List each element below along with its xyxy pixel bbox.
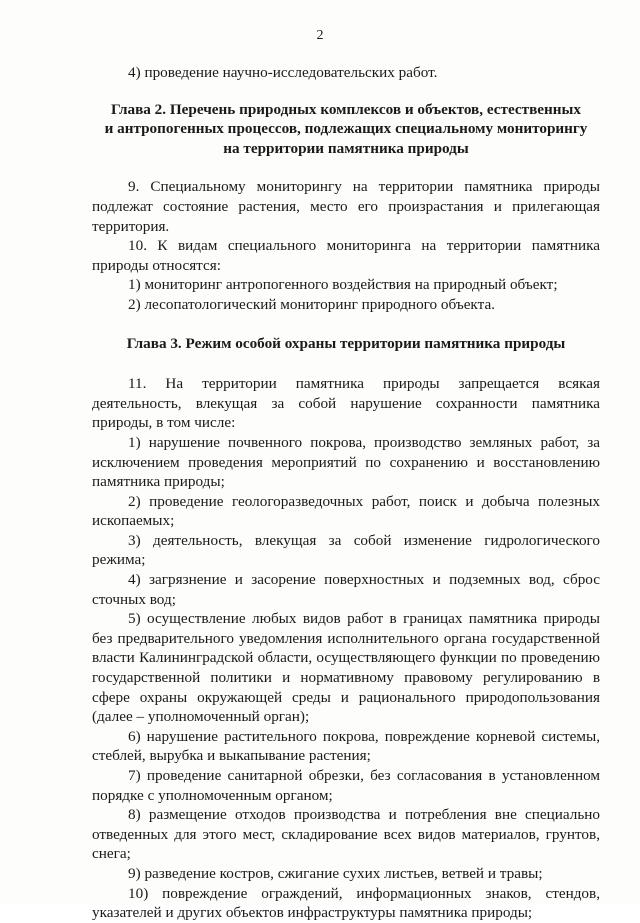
paragraph-10: 10. К видам специального мониторинга на территории памятника природы относятся:: [92, 237, 600, 274]
spacer: [92, 315, 600, 334]
paragraph-10-item-2: 2) лесопатологический мониторинг природного объекта.: [128, 295, 495, 313]
spacer: [92, 353, 600, 374]
paragraph-11-item-10: 10) повреждение ограждений, информационных знаков, стендов, указателей и других объектов инфраструктуры памятника природы;: [92, 884, 600, 922]
paragraph-11: 11. На территории памятника природы запрещается всякая деятельность, влекущая за собой нарушение сохранности памятника природы, в том числе:: [92, 375, 600, 432]
paragraph-11-item-2: 2) проведение геологоразведочных работ, поиск и добыча полезных ископаемых;: [92, 492, 600, 530]
chapter-3-heading: [92, 334, 600, 354]
paragraph-11-item-1: 1) нарушение почвенного покрова, производство земляных работ, за исключением проведения мероприятий по сохранению и восстановлению памятника природы;: [92, 433, 600, 491]
paragraph-11-item-7: 7) проведение санитарной обрезки, без согласования в установленном порядке с уполномоченным органом;: [92, 767, 600, 804]
paragraph-item-4: 4) проведение научно-исследовательских работ.: [128, 64, 438, 81]
chapter-3-heading-line-1: Глава 3. Режим особой охраны территории памятника природы: [126, 334, 566, 352]
document-body: [92, 63, 600, 923]
spacer: [92, 158, 600, 177]
chapter-2-heading-line-2: и антропогенных процессов, подлежащих специальному мониторингу: [104, 120, 588, 138]
paragraph-9: 9. Специальному мониторингу на территории памятника природы подлежат состояние растения, место его произрастания и прилегающая территория.: [92, 178, 600, 235]
chapter-2-heading-line-3: на территории памятника природы: [223, 139, 469, 157]
paragraph-11-item-9: 9) разведение костров, сжигание сухих листьев, ветвей и травы;: [128, 864, 543, 882]
paragraph-10-item-1: 1) мониторинг антропогенного воздействия на природный объект;: [128, 276, 558, 294]
chapter-2-heading-line-1: Глава 2. Перечень природных комплексов и объектов, естественных: [111, 100, 581, 118]
paragraph-11-item-3: 3) деятельность, влекущая за собой изменение гидрологического режима;: [92, 531, 600, 569]
page-number: 2: [316, 28, 324, 43]
spacer: [92, 83, 600, 100]
paragraph-11-item-5: 5) осуществление любых видов работ в границах памятника природы без предварительного уведомления исполнительного органа государственной власти Калининградской области, осуществляющего функции по проведению государственной политики и нормативному правовому регулированию в сфере охраны окружающей среды и рационального природопользования (далее – уполномоченный орган);: [92, 610, 600, 726]
paragraph-11-item-8: 8) размещение отходов производства и потребления вне специально отведенных для этого мест, складирование всех видов материалов, грунтов, снега;: [92, 806, 600, 863]
chapter-2-heading: [92, 100, 600, 159]
paragraph-11-item-6: 6) нарушение растительного покрова, повреждение корневой системы, стеблей, вырубка и выкапывание растения;: [92, 727, 600, 765]
paragraph-11-item-4: 4) загрязнение и засорение поверхностных и подземных вод, сброс сточных вод;: [92, 571, 600, 608]
